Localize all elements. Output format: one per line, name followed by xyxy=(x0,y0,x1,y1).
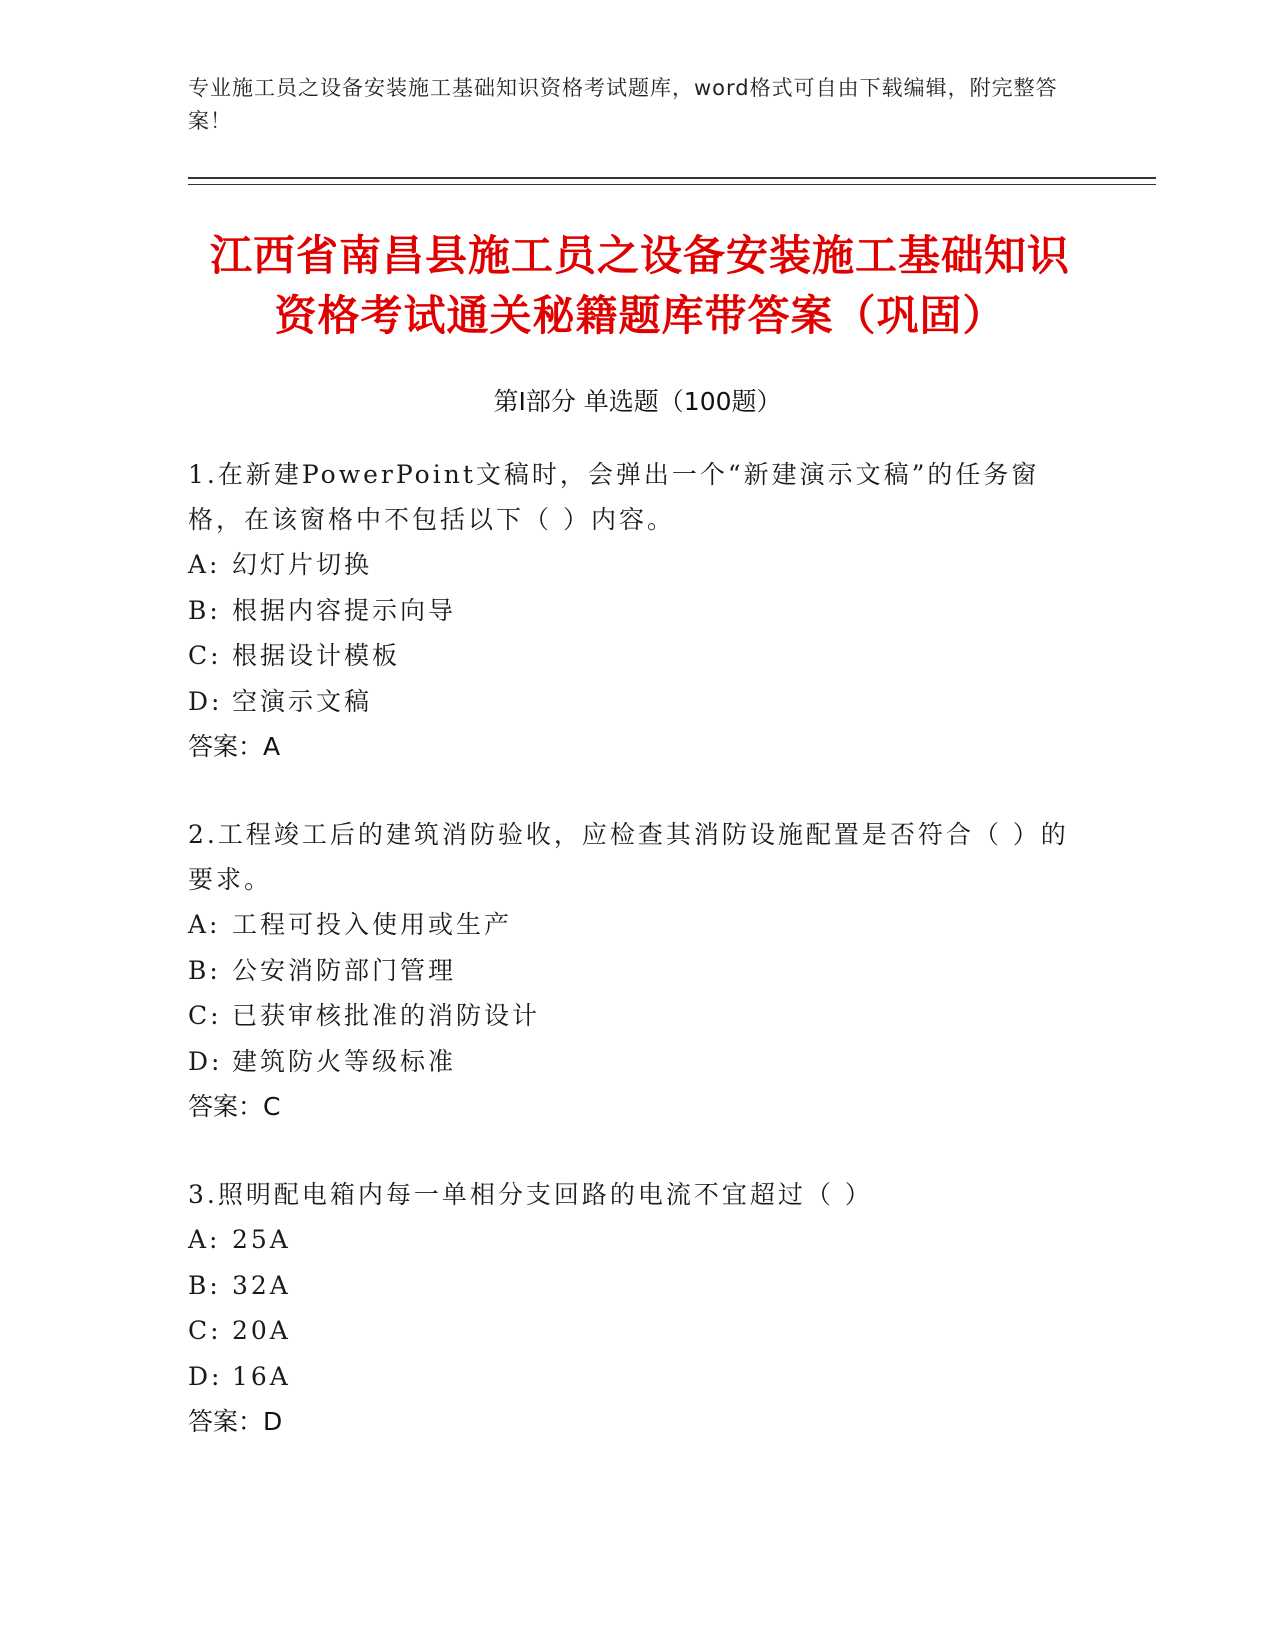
option-key: B: xyxy=(188,1270,221,1300)
option-d xyxy=(188,679,1088,725)
option-text: 公安消防部门管理 xyxy=(232,955,457,985)
answer-line: 答案：C xyxy=(188,1092,281,1121)
option-b xyxy=(188,588,1088,634)
option-text: 已获审核批准的消防设计 xyxy=(232,1001,541,1030)
option-d xyxy=(188,1039,1088,1085)
answer-line: 答案：D xyxy=(188,1407,283,1436)
question-stem: 3.照明配电箱内每一单相分支回路的电流不宜超过（ ） xyxy=(188,1180,873,1209)
option-a xyxy=(188,1217,1088,1263)
option-key: D: xyxy=(188,1361,223,1391)
option-text: 20A xyxy=(232,1316,291,1345)
question-stem: 2.工程竣工后的建筑消防验收，应检查其消防设施配置是否符合（ ）的要求。 xyxy=(188,820,1069,894)
option-text: 16A xyxy=(232,1361,291,1391)
option-key: D: xyxy=(188,686,223,716)
option-text: 25A xyxy=(232,1225,291,1254)
option-text: 工程可投入使用或生产 xyxy=(232,910,513,939)
option-key: A: xyxy=(188,910,221,939)
question-1 xyxy=(188,452,1088,769)
option-key: A: xyxy=(188,550,221,579)
option-key: C: xyxy=(188,1316,222,1345)
question-stem: 1.在新建PowerPoint文稿时，会弹出一个“新建演示文稿”的任务窗格，在该窗格中不包括以下（ ）内容。 xyxy=(188,460,1040,534)
option-c xyxy=(188,1308,1088,1354)
option-text: 幻灯片切换 xyxy=(232,550,373,579)
option-b xyxy=(188,948,1088,994)
option-text: 根据设计模板 xyxy=(232,641,401,670)
question-3 xyxy=(188,1172,1088,1444)
header-note: 专业施工员之设备安装施工基础知识资格考试题库，word格式可自由下载编辑，附完整答案！ xyxy=(188,76,1058,133)
option-c xyxy=(188,993,1088,1039)
option-key: C: xyxy=(188,641,222,670)
option-text: 根据内容提示向导 xyxy=(232,595,457,625)
option-key: C: xyxy=(188,1001,222,1030)
section-heading: 第Ⅰ部分 单选题（100题） xyxy=(493,387,782,416)
header-rule-thick xyxy=(188,177,1156,179)
option-key: D: xyxy=(188,1046,223,1076)
option-d xyxy=(188,1354,1088,1400)
question-2 xyxy=(188,812,1088,1129)
option-a xyxy=(188,902,1088,948)
option-b xyxy=(188,1263,1088,1309)
document-title: 江西省南昌县施工员之设备安装施工基础知识资格考试通关秘籍题库带答案（巩固） xyxy=(209,231,1070,340)
option-a xyxy=(188,542,1088,588)
option-text: 建筑防火等级标准 xyxy=(232,1046,457,1076)
option-text: 空演示文稿 xyxy=(232,686,373,716)
option-key: B: xyxy=(188,955,221,985)
header-rule-thin xyxy=(188,184,1156,185)
option-text: 32A xyxy=(232,1270,291,1300)
option-key: A: xyxy=(188,1225,221,1254)
option-c xyxy=(188,633,1088,679)
answer-line: 答案：A xyxy=(188,732,281,761)
option-key: B: xyxy=(188,595,221,625)
